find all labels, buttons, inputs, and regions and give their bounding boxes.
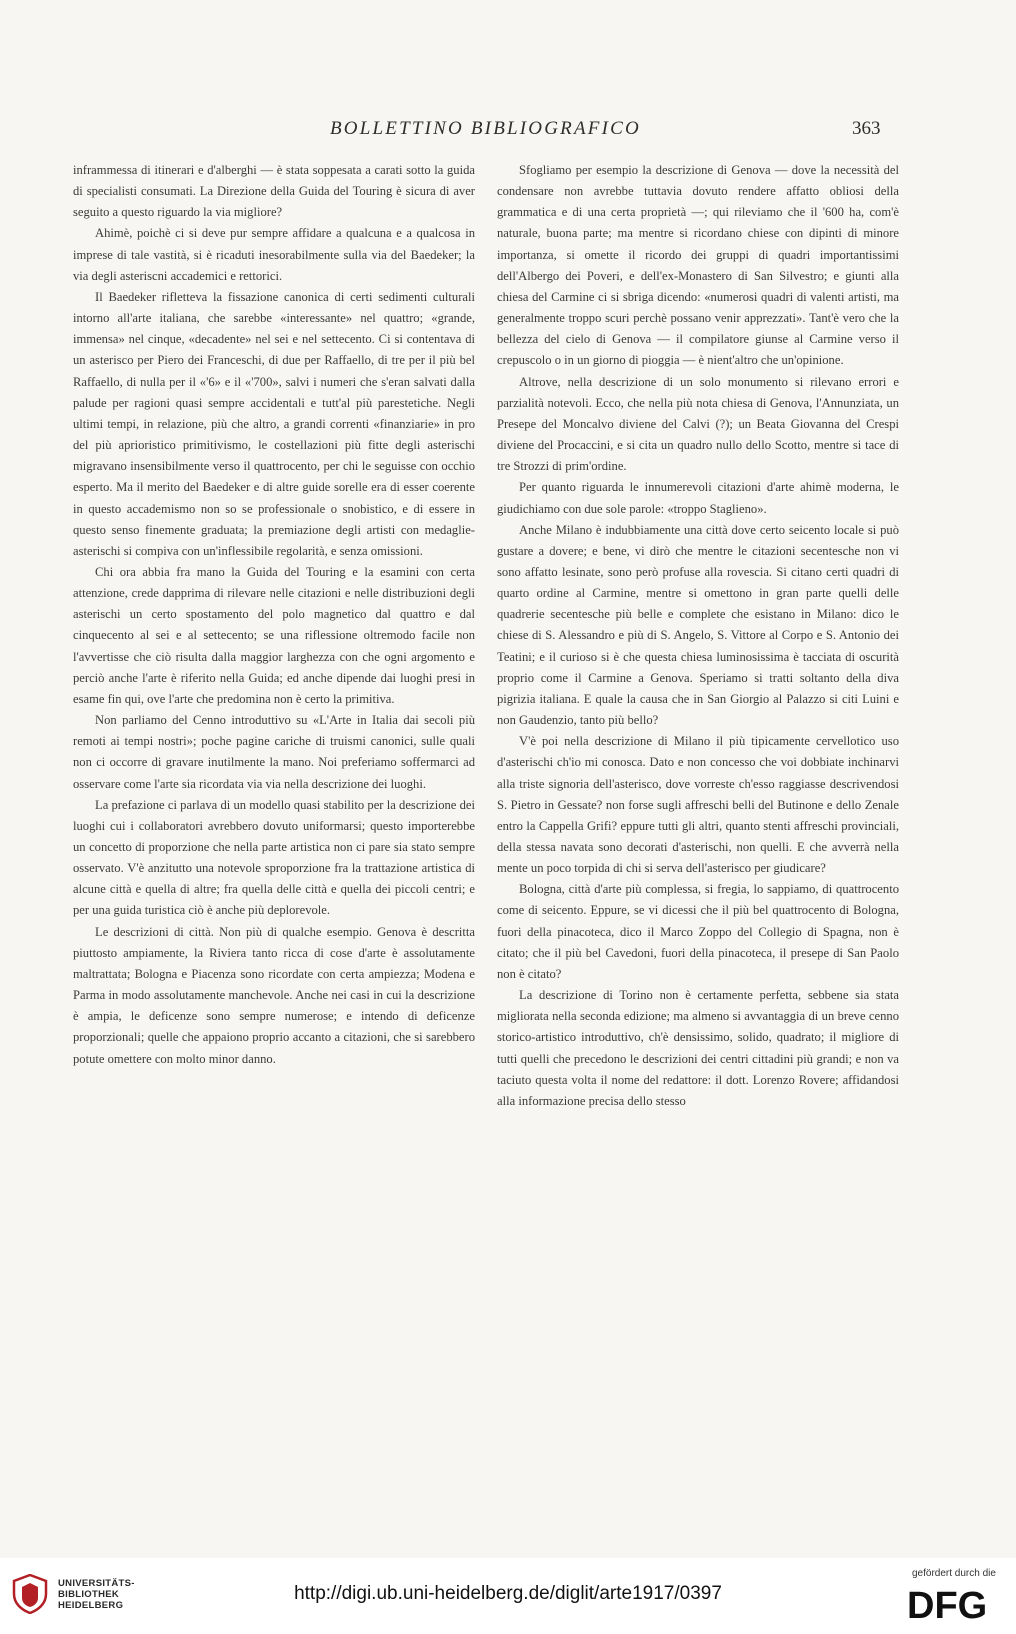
left-column [73, 160, 475, 1070]
source-url-link[interactable]: http://digi.ub.uni-heidelberg.de/diglit/arte1917/0397 [294, 1583, 722, 1604]
page-number: 363 [852, 118, 881, 139]
paragraph: Le descrizioni di città. Non più di qualche esempio. Genova è descritta piuttosto ampiamente, la Riviera tanto ricca di cose d'arte è assolutamente maltrattata; Bologna e Piacenza sono ricordate con certa ampiezza; Modena e Parma in modo assolutamente manchevole. Anche nei casi in cui la descrizione è ampia, le deficenze sono sempre numerose; e intendo di deficenze proporzionali; quelle che appaiono proprio accanto a citazioni, che si sarebbero potute omettere con molto minor danno. [73, 924, 475, 1066]
running-title: BOLLETTINO BIBLIOGRAFICO [330, 118, 641, 139]
paragraph: Anche Milano è indubbiamente una città dove certo seicento locale si può gustare a dovere; e bene, vi dirò che mentre le citazioni secentesche non vi sono affatto lesinate, sono però profuse alla rovescia. Si citano certi quadri di quarto ordine al Carmine, mentre si omettono in gran parte quelli delle quadrerie secentesche più belle e complete che esistano in Milano: dico le chiese di S. Alessandro e più di S. Angelo, S. Vittore al Corpo e S. Antonio dei Teatini; e il curioso si è che questa chiesa luminosissima è tacciata di oscurità proprio come il Carmine a Genova. Speriamo si tratti soltanto della diva pigrizia italiana. E quale la causa che in San Giorgio al Palazzo si citi Luini e non Gaudenzio, tanto più bello? [497, 522, 899, 728]
running-head [0, 118, 1016, 142]
dfg-logo-icon [905, 1584, 1005, 1624]
paragraph: Sfogliamo per esempio la descrizione di Genova — dove la necessità del condensare non avrebbe tuttavia dovuto rendere affatto obliosi della grammatica e di una certa proprietà —; qui rileviamo che il '600 ha, com'è naturale, buona parte; ma mentre si ricordano chiese con dipinti di minore importanza, si omette il ricordo dei gruppi di quadri importantissimi dell'Albergo dei Poveri, e dell'ex-Monastero di San Silvestro; e giunti alla chiesa del Carmine ci si sbriga dicendo: «numerosi quadri di valenti artisti, ma generalmente troppo scuri perchè possano venir apprezzati». Tant'è vero che la bellezza del cielo di Genova — il compilatore giunse al Carmine verso il crepuscolo o in un giorno di pioggia — è nient'altro che un'opinione. [497, 163, 899, 368]
paragraph: V'è poi nella descrizione di Milano il più tipicamente cervellotico uso d'asterischi ch'io mi conosca. Dato e non concesso che voi dobbiate inchinarvi alla triste signoria dell'asterisco, dove vorreste ch'esso raggiasse descrivendosi S. Pietro in Gessate? non forse sugli affreschi belli del Butinone e dello Zenale entro la Cappella Grifi? eppure tutti gli altri, quanto stenti affreschi provinciali, della stessa navata sono decorati d'asterischi, non quelli. E che avverrà nella mente un poco torpida di chi si serva dell'asterisco per giudicare? [497, 734, 899, 876]
paragraph: Il Baedeker rifletteva la fissazione canonica di certi sedimenti culturali intorno all'arte italiana, che sarebbe «interessante» nel quattro; «grande, immensa» nel cinque, «decadente» nel sei e nel settecento. Ci si contentava di un asterisco per Piero dei Franceschi, di due per Raffaello, di tre per il più bel Raffaello, di nulla per il «'6» e il «'700», salvi i numeri che s'eran salvati dalla palude per ragioni quasi sempre accidentali e tutt'al più parestetiche. Negli ultimi tempi, in relazione, più che altro, a grandi correnti «finanziarie» in pro del più aprioristico primitivismo, le costellazioni più fitte degli asterischi migravano insensibilmente verso il quattrocento, per chi le seguisse con occhio esperto. Ma il merito del Baedeker e di altre guide sorelle era di esser coerente in questo accademismo non so se professionale o snobistico, e di essere in questo senso finemente graduata; la premiazione degli artisti con medaglie-asterischi si compiva con un'inflessibile regolarità, e senza omissioni. [73, 289, 475, 558]
paragraph: Per quanto riguarda le innumerevoli citazioni d'arte ahimè moderna, le giudichiamo con due sole parole: «troppo Staglieno». [497, 480, 899, 516]
right-column [497, 160, 899, 1112]
paragraph: Bologna, città d'arte più complessa, si fregia, lo sappiamo, di quattrocento come di seicento. Eppure, se vi dicessi che il più bel quattrocento di Bologna, fuori della pinacoteca, dico il Marco Zoppo del Collegio di Spagna, non è citato; che il più bel Cavedoni, fuori della pinacoteca, il presepe di San Paolo non è citato? [497, 882, 899, 981]
footer-bar [0, 1558, 1016, 1634]
paragraph: Chi ora abbia fra mano la Guida del Touring e la esamini con certa attenzione, crede dapprima di rilevare nelle citazioni e nelle distribuzioni degli asterischi un certo spostamento del polo magnetico dal quattro e dal cinquecento al sei e al settecento; se una riflessione oltremodo facile non l'avvertisse che ciò risulta dalla maggior larghezza con che ogni argomento e perciò anche l'arte è riferito nella Guida; ed anche dipende dai luoghi presi in esame fin qui, ove l'arte che predomina non è certo la primitiva. [73, 564, 475, 706]
funded-by-label: gefördert durch die [912, 1568, 996, 1579]
paragraph: La prefazione ci parlava di un modello quasi stabilito per la descrizione dei luoghi cui i collaboratori avrebbero dovuto uniformarsi; questo importerebbe un concetto di proporzione che nella parte artistica non ci pare sia stato sempre osservato. V'è anzitutto una notevole sproporzione fra la trattazione artistica di alcune città e quella di altre; fra quella delle città e quella dei piccoli centri; e per una guida turistica ciò è anche più deplorevole. [73, 797, 475, 918]
paragraph: La descrizione di Torino non è certamente perfetta, sebbene sia stata migliorata nella seconda edizione; ma almeno si avvantaggia di un breve cenno storico-artistico introduttivo, ch'è densissimo, solido, quadrato; il migliore di tutti quelli che precedono le descrizioni dei centri cittadini più grandi; e non va taciuto questa volta il nome del redattore: il dott. Lorenzo Rovere; affidandosi alla informazione precisa dello stesso [497, 988, 899, 1108]
paragraph: Ahimè, poichè ci si deve pur sempre affidare a qualcuna e a qualcosa in imprese di tale vastità, si è ricaduti inesorabilmente sulla via del Baedeker; la via degli asteriscni accademici e rettorici. [73, 226, 475, 283]
svg-text:DFG: DFG [907, 1585, 988, 1624]
university-library-name: UNIVERSITÄTS- BIBLIOTHEK HEIDELBERG [58, 1578, 135, 1611]
paragraph: Non parliamo del Cenno introduttivo su «L'Arte in Italia dai secoli più remoti ai tempi nostri»; poche pagine cariche di truismi canonici, sulle quali non ci occorre di gravare inutilmente la mano. Noi preferiamo soffermarci ad osservare come l'arte sia ricordata via via nella descrizione dei luoghi. [73, 713, 475, 791]
paragraph: Altrove, nella descrizione di un solo monumento si rilevano errori e parzialità notevoli. Ecco, che nella più nota chiesa di Genova, l'Annunziata, un Presepe del Moncalvo diviene del Calvi (?); un Beata Giovanna del Crespi diviene del Procaccini, e si cita un quadro nullo dello Scotto, mentre si tace di tre Strozzi di prim'ordine. [497, 374, 899, 474]
paragraph: inframmessa di itinerari e d'alberghi — è stata soppesata a carati sotto la guida di specialisti consumati. La Direzione della Guida del Touring è sicura di aver seguito a questo riguardo la via migliore? [73, 163, 475, 220]
